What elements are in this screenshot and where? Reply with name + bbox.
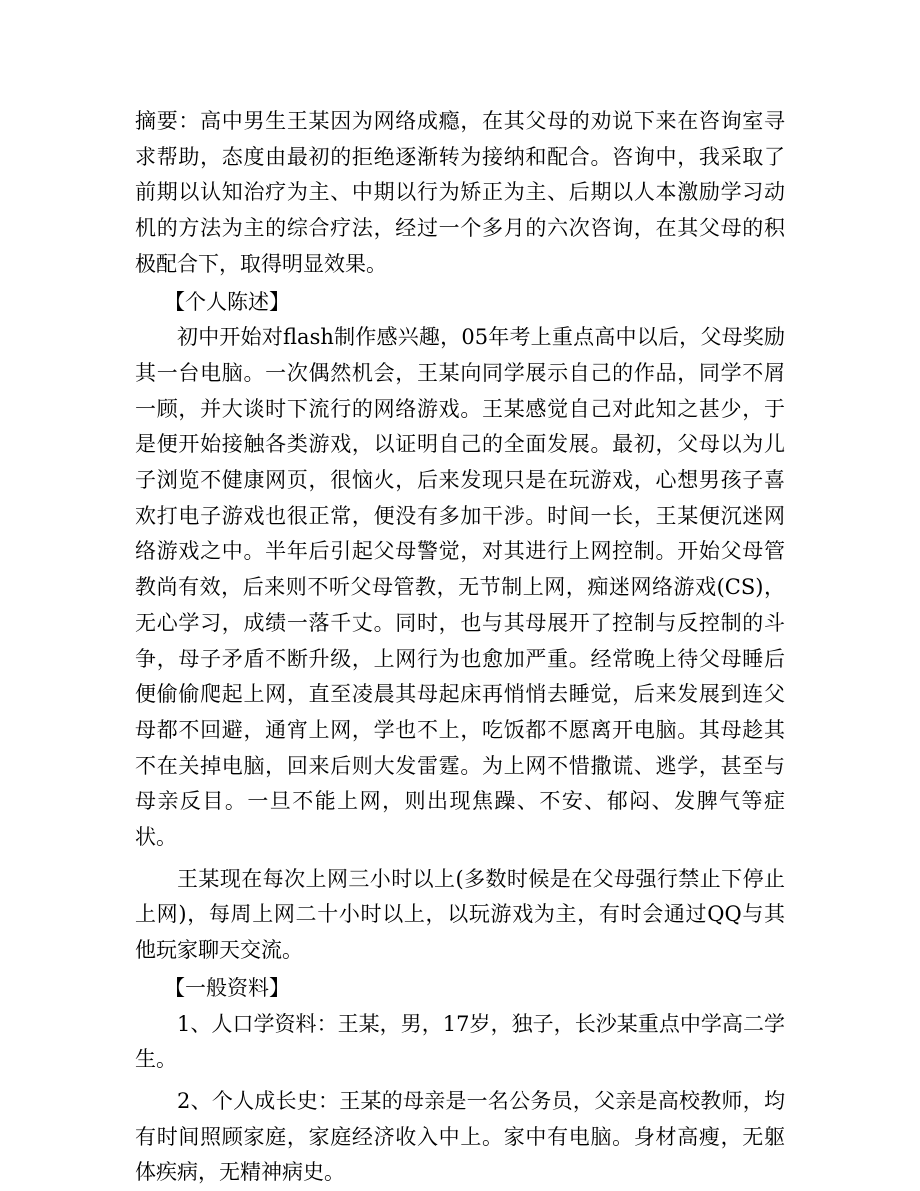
general-info-paragraph: 1、人口学资料：王某，男，17岁，独子，长沙某重点中学高二学生。: [135, 1011, 785, 1072]
personal-statement-paragraph: 王某现在每次上网三小时以上(多数时候是在父母强行禁止下停止上网)，每周上网二十小时以上，以玩游戏为主，有时会通过QQ与其他玩家聊天交流。: [135, 866, 785, 963]
section-heading-general-info: 【一般资料】: [164, 975, 290, 1000]
document-body: [135, 104, 785, 1191]
personal-statement-paragraph: 初中开始对flash制作感兴趣，05年考上重点高中以后，父母奖励其一台电脑。一次偶然机会，王某向同学展示自己的作品，同学不屑一顾，并大谈时下流行的网络游戏。王某感觉自己对此知之甚少，于是便开始接触各类游戏，以证明自己的全面发展。最初，父母以为儿子浏览不健康网页，很恼火，后来发现只是在玩游戏，心想男孩子喜欢打电子游戏也很正常，便没有多加干涉。时间一长，王某便沉迷网络游戏之中。半年后引起父母警觉，对其进行上网控制。开始父母管教尚有效，后来则不听父母管教，无节制上网，痴迷网络游戏(CS)，无心学习，成绩一落千丈。同时，也与其母展开了控制与反控制的斗争，母子矛盾不断升级，上网行为也愈加严重。经常晚上待父母睡后便偷偷爬起上网，直至凌晨其母起床再悄悄去睡觉，后来发展到连父母都不回避，通宵上网，学也不上，吃饭都不愿离开电脑。其母趁其不在关掉电脑，回来后则大发雷霆。为上网不惜撒谎、逃学，甚至与母亲反目。一旦不能上网，则出现焦躁、不安、郁闷、发脾气等症状。: [135, 325, 785, 850]
general-info-paragraph: 2、个人成长史：王某的母亲是一名公务员，父亲是高校教师，均有时间照顾家庭，家庭经济收入中上。家中有电脑。身材高瘦，无躯体疾病，无精神病史。: [135, 1088, 785, 1185]
abstract-paragraph: 摘要：高中男生王某因为网络成瘾，在其父母的劝说下来在咨询室寻求帮助，态度由最初的拒绝逐渐转为接纳和配合。咨询中，我采取了前期以认知治疗为主、中期以行为矫正为主、后期以人本激励学习动机的方法为主的综合疗法，经过一个多月的六次咨询，在其父母的积极配合下，取得明显效果。: [135, 109, 785, 276]
section-heading-personal-statement: 【个人陈述】: [164, 289, 290, 314]
